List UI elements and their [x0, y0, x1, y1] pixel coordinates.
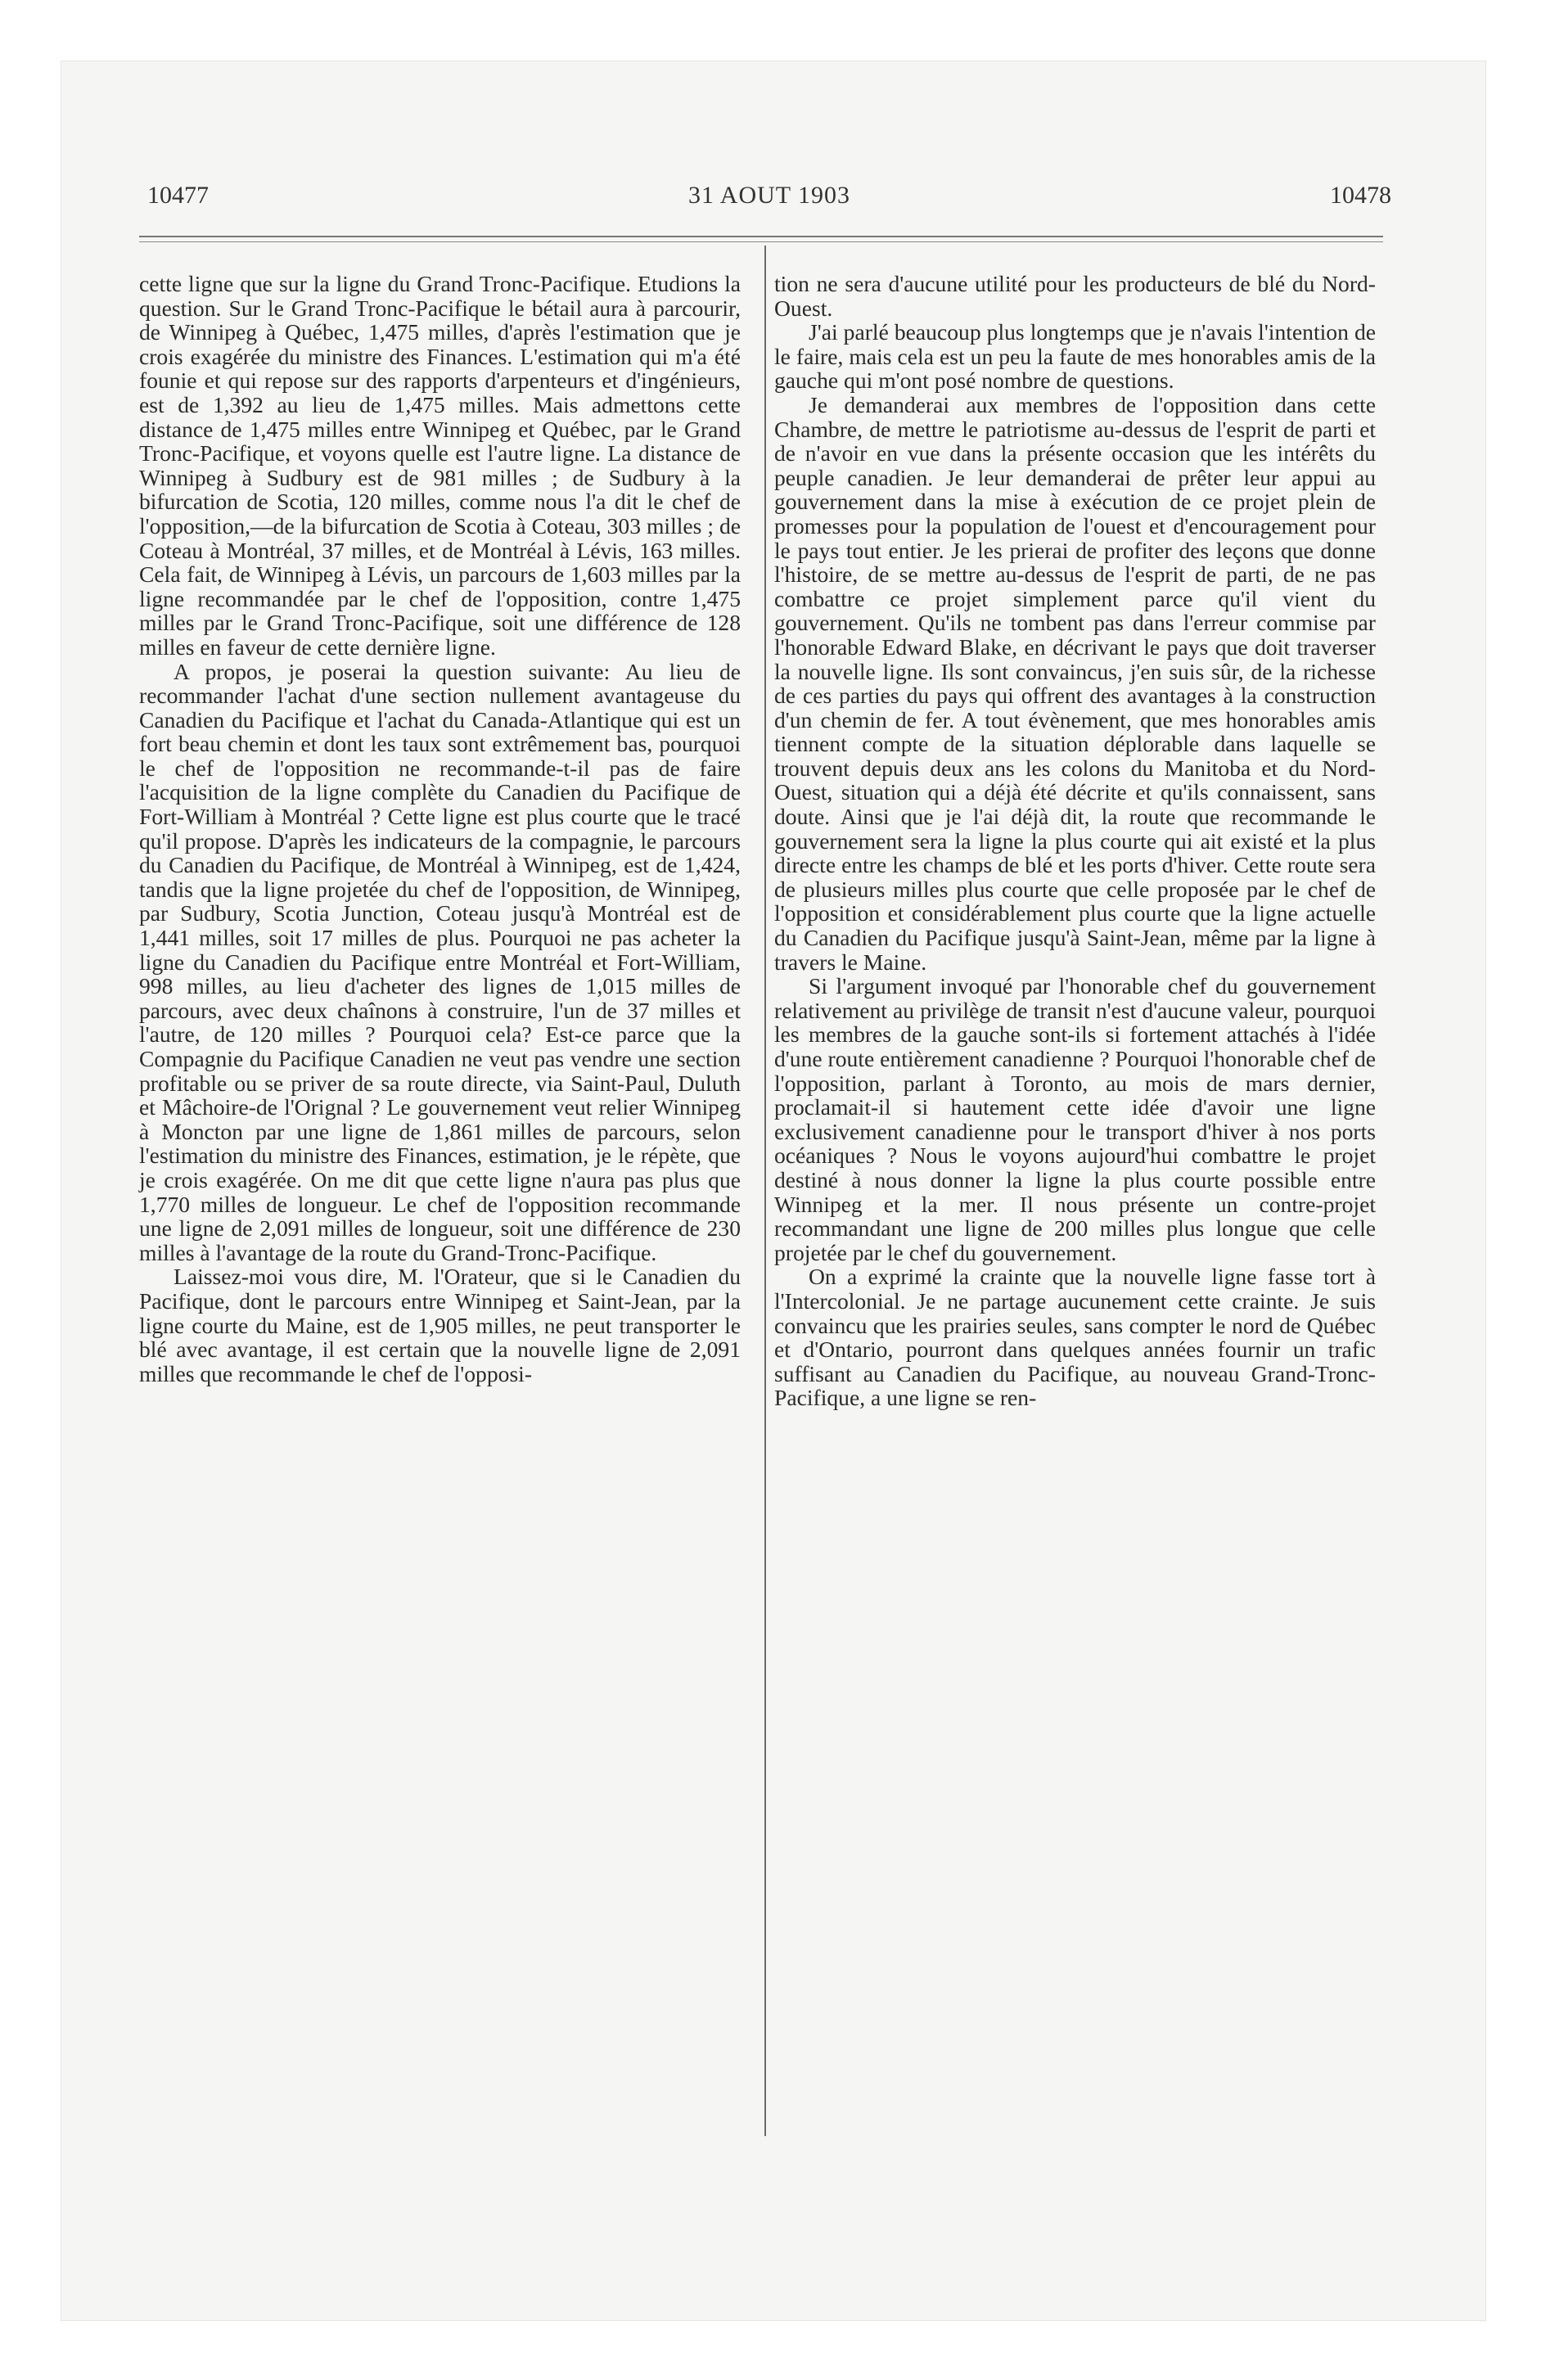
- paragraph: A propos, je poserai la question suivante: Au lieu de recommander l'achat d'une section nullement avantageuse du Canadien du Pacifique et l'achat du Canada-Atlantique qui est un fort beau chemin et dont les taux sont extrêmement bas, pourquoi le chef de l'opposition ne recommande-t-il pas de faire l'acquisition de la ligne complète du Canadien du Pacifique de Fort-William à Montréal ? Cette ligne est plus courte que le tracé qu'il propose. D'après les indicateurs de la compagnie, le parcours du Canadien du Pacifique, de Montréal à Winnipeg, est de 1,424, tandis que la ligne projetée du chef de l'opposition, de Winnipeg, par Sudbury, Scotia Junction, Coteau jusqu'à Montréal est de 1,441 milles, soit 17 milles de plus. Pourquoi ne pas acheter la ligne du Canadien du Pacifique entre Montréal et Fort-William, 998 milles, au lieu d'acheter des lignes de 1,015 milles de parcours, avec deux chaînons à construire, l'un de 37 milles et l'autre, de 120 milles ? Pourquoi cela? Est-ce parce que la Compagnie du Pacifique Canadien ne veut pas vendre une section profitable ou se priver de sa route directe, via Saint-Paul, Duluth et Mâchoire-de l'Orignal ? Le gouvernement veut relier Winnipeg à Moncton par une ligne de 1,861 milles de parcours, selon l'estimation du ministre des Finances, estimation, je le répète, que je crois exagérée. On me dit que cette ligne n'aura pas plus que 1,770 milles de longueur. Le chef de l'opposition recommande une ligne de 2,091 milles de longueur, soit une différence de 230 milles à l'avantage de la route du Grand-Tronc-Pacifique.: [139, 658, 741, 1265]
- paragraph: Laissez-moi vous dire, M. l'Orateur, que si le Canadien du Pacifique, dont le parcours entre Winnipeg et Saint-Jean, par la ligne courte du Maine, est de 1,905 milles, ne peut transporter le blé avec avantage, il est certain que la nouvelle ligne de 2,091 milles que recommande le chef de l'opposi-: [139, 1264, 741, 1386]
- paragraph: Je demanderai aux membres de l'opposition dans cette Chambre, de mettre le patriotisme au-dessus de l'esprit de parti et de n'avoir en vue dans la présente occasion que les intérêts du peuple canadien. Je leur demanderai de prêter leur appui au gouvernement dans la mise à exécution de ce projet plein de promesses pour la population de l'ouest et d'encouragement pour le pays tout entier. Je les prierai de profiter des leçons que donne l'histoire, de se mettre au-dessus de l'esprit de parti, de ne pas combattre ce projet simplement parce qu'il vient du gouvernement. Qu'ils ne tombent pas dans l'erreur commise par l'honorable Edward Blake, en décrivant le pays que doit traverser la nouvelle ligne. Ils sont convaincus, j'en suis sûr, de la richesse de ces parties du pays qui offrent des avantages à la construction d'un chemin de fer. A tout évènement, que mes honorables amis tiennent compte de la situation déplorable dans laquelle se trouvent depuis deux ans les colons du Manitoba et du Nord-Ouest, situation qui a déjà été décrite et qu'ils connaissent, sans doute. Ainsi que je l'ai déjà dit, la route que recommande le gouvernement sera la ligne la plus courte qui ait existé et la plus directe entre les champs de blé et les ports d'hiver. Cette route sera de plusieurs milles plus courte que celle proposée par le chef de l'opposition et considérablement plus courte que la ligne actuelle du Canadien du Pacifique jusqu'à Saint-Jean, même par la ligne à travers le Maine.: [774, 391, 1376, 975]
- page-number-left: 10477: [147, 182, 209, 209]
- paragraph: cette ligne que sur la ligne du Grand Tronc-Pacifique. Etudions la question. Sur le Grand Tronc-Pacifique le bétail aura à parcourir, de Winnipeg à Québec, 1,475 milles, d'après l'estimation que je crois exagérée du ministre des Finances. L'estimation qui m'a été founie et qui repose sur des rapports d'arpenteurs et d'ingénieurs, est de 1,392 au lieu de 1,475 milles. Mais admettons cette distance de 1,475 milles entre Winnipeg et Québec, par le Grand Tronc-Pacifique, et voyons quelle est l'autre ligne. La distance de Winnipeg à Sudbury est de 981 milles ; de Sudbury à la bifurcation de Scotia, 120 milles, comme nous l'a dit le chef de l'opposition,—de la bifurcation de Scotia à Coteau, 303 milles ; de Coteau à Montréal, 37 milles, et de Montréal à Lévis, 163 milles. Cela fait, de Winnipeg à Lévis, un parcours de 1,603 milles par la ligne recommandée par le chef de l'opposition, contre 1,475 milles par le Grand Tronc-Pacifique, soit une différence de 128 milles en faveur de cette dernière ligne.: [139, 271, 741, 660]
- paragraph: Si l'argument invoqué par l'honorable chef du gouvernement relativement au privilège de transit n'est d'aucune valeur, pourquoi les membres de la gauche sont-ils si fortement attachés à l'idée d'une route entièrement canadienne ? Pourquoi l'honorable chef de l'opposition, parlant à Toronto, au mois de mars dernier, proclamait-il si hautement cette idée d'avoir une ligne exclusivement canadienne pour le transport d'hiver à nos ports océaniques ? Nous le voyons aujourd'hui combattre le projet destiné à nous donner la ligne la plus courte possible entre Winnipeg et la mer. Il nous présente un contre-projet recommandant une ligne de 200 milles plus longue que celle projetée par le chef du gouvernement.: [774, 973, 1376, 1265]
- paragraph: tion ne sera d'aucune utilité pour les producteurs de blé du Nord-Ouest.: [774, 271, 1376, 321]
- paragraph: On a exprimé la crainte que la nouvelle ligne fasse tort à l'Intercolonial. Je ne partage aucunement cette crainte. Je suis convaincu que les prairies seules, sans compter le nord de Québec et d'Ontario, pourront dans quelques années fournir un trafic suffisant au Canadien du Pacifique, au nouveau Grand-Tronc-Pacifique, a une ligne se ren-: [774, 1264, 1376, 1411]
- page-header: [147, 182, 1391, 214]
- left-column: [139, 272, 741, 1386]
- header-rule: [139, 236, 1383, 237]
- page-date: 31 AOUT 1903: [687, 182, 851, 209]
- page-number-right: 10478: [1330, 182, 1391, 209]
- right-column: [774, 272, 1376, 1410]
- header-rule-thin: [139, 241, 1383, 242]
- paragraph: J'ai parlé beaucoup plus longtemps que je n'avais l'intention de le faire, mais cela est un peu la faute de mes honorables amis de la gauche qui m'ont posé nombre de questions.: [774, 319, 1376, 394]
- column-divider: [764, 246, 766, 2136]
